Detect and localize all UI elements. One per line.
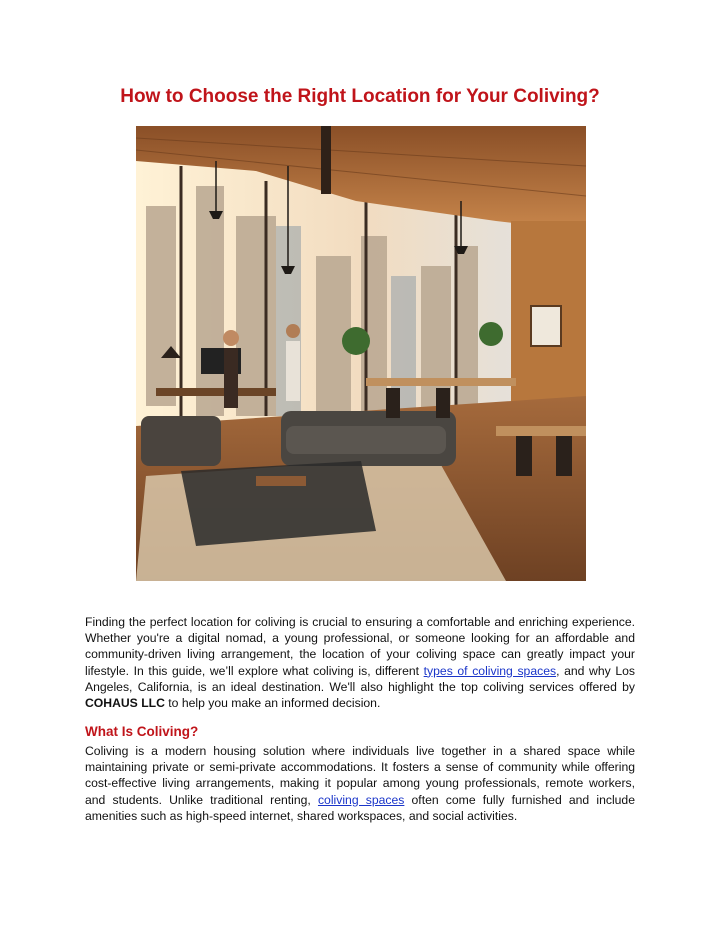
brand-name: COHAUS LLC: [85, 696, 165, 711]
section-text-1: Coliving is a modern housing solution where individuals live together in a shared space while maintaining private or semi-private accommodations. It fosters a sense of community while offering cost-effective living arrangements, making it popular among young professionals, remote workers, and students. Unlike traditional renting,: [85, 744, 635, 807]
intro-text-1: Finding the perfect location for coliving is crucial to ensuring a comfortable and enriching experience. Whether you're a digital nomad, a young professional, or someone looking for an affordable and community-driven living arrangement, the location of your coliving space can greatly impact your lifestyle. In this guide, we’ll explore what coliving is, different: [85, 615, 635, 678]
types-of-coliving-spaces-link[interactable]: types of coliving spaces: [423, 663, 557, 678]
intro-text-3: to help you make an informed decision.: [164, 696, 381, 711]
section-paragraph: [85, 743, 635, 824]
hero-image: [136, 126, 586, 581]
intro-paragraph: [85, 614, 635, 711]
section-text-2: often come fully furnished and include amenities such as high-speed internet, shared workspaces, and social activities.: [85, 792, 635, 823]
page-title: How to Choose the Right Location for Your Coliving?: [120, 86, 600, 107]
coliving-spaces-link[interactable]: coliving spaces: [317, 792, 405, 807]
intro-text-2: , and why Los Angeles, California, is an ideal destination. We'll also highlight the top coliving services offered by: [85, 663, 635, 694]
section-heading-what-is-coliving: What Is Coliving?: [85, 724, 199, 739]
